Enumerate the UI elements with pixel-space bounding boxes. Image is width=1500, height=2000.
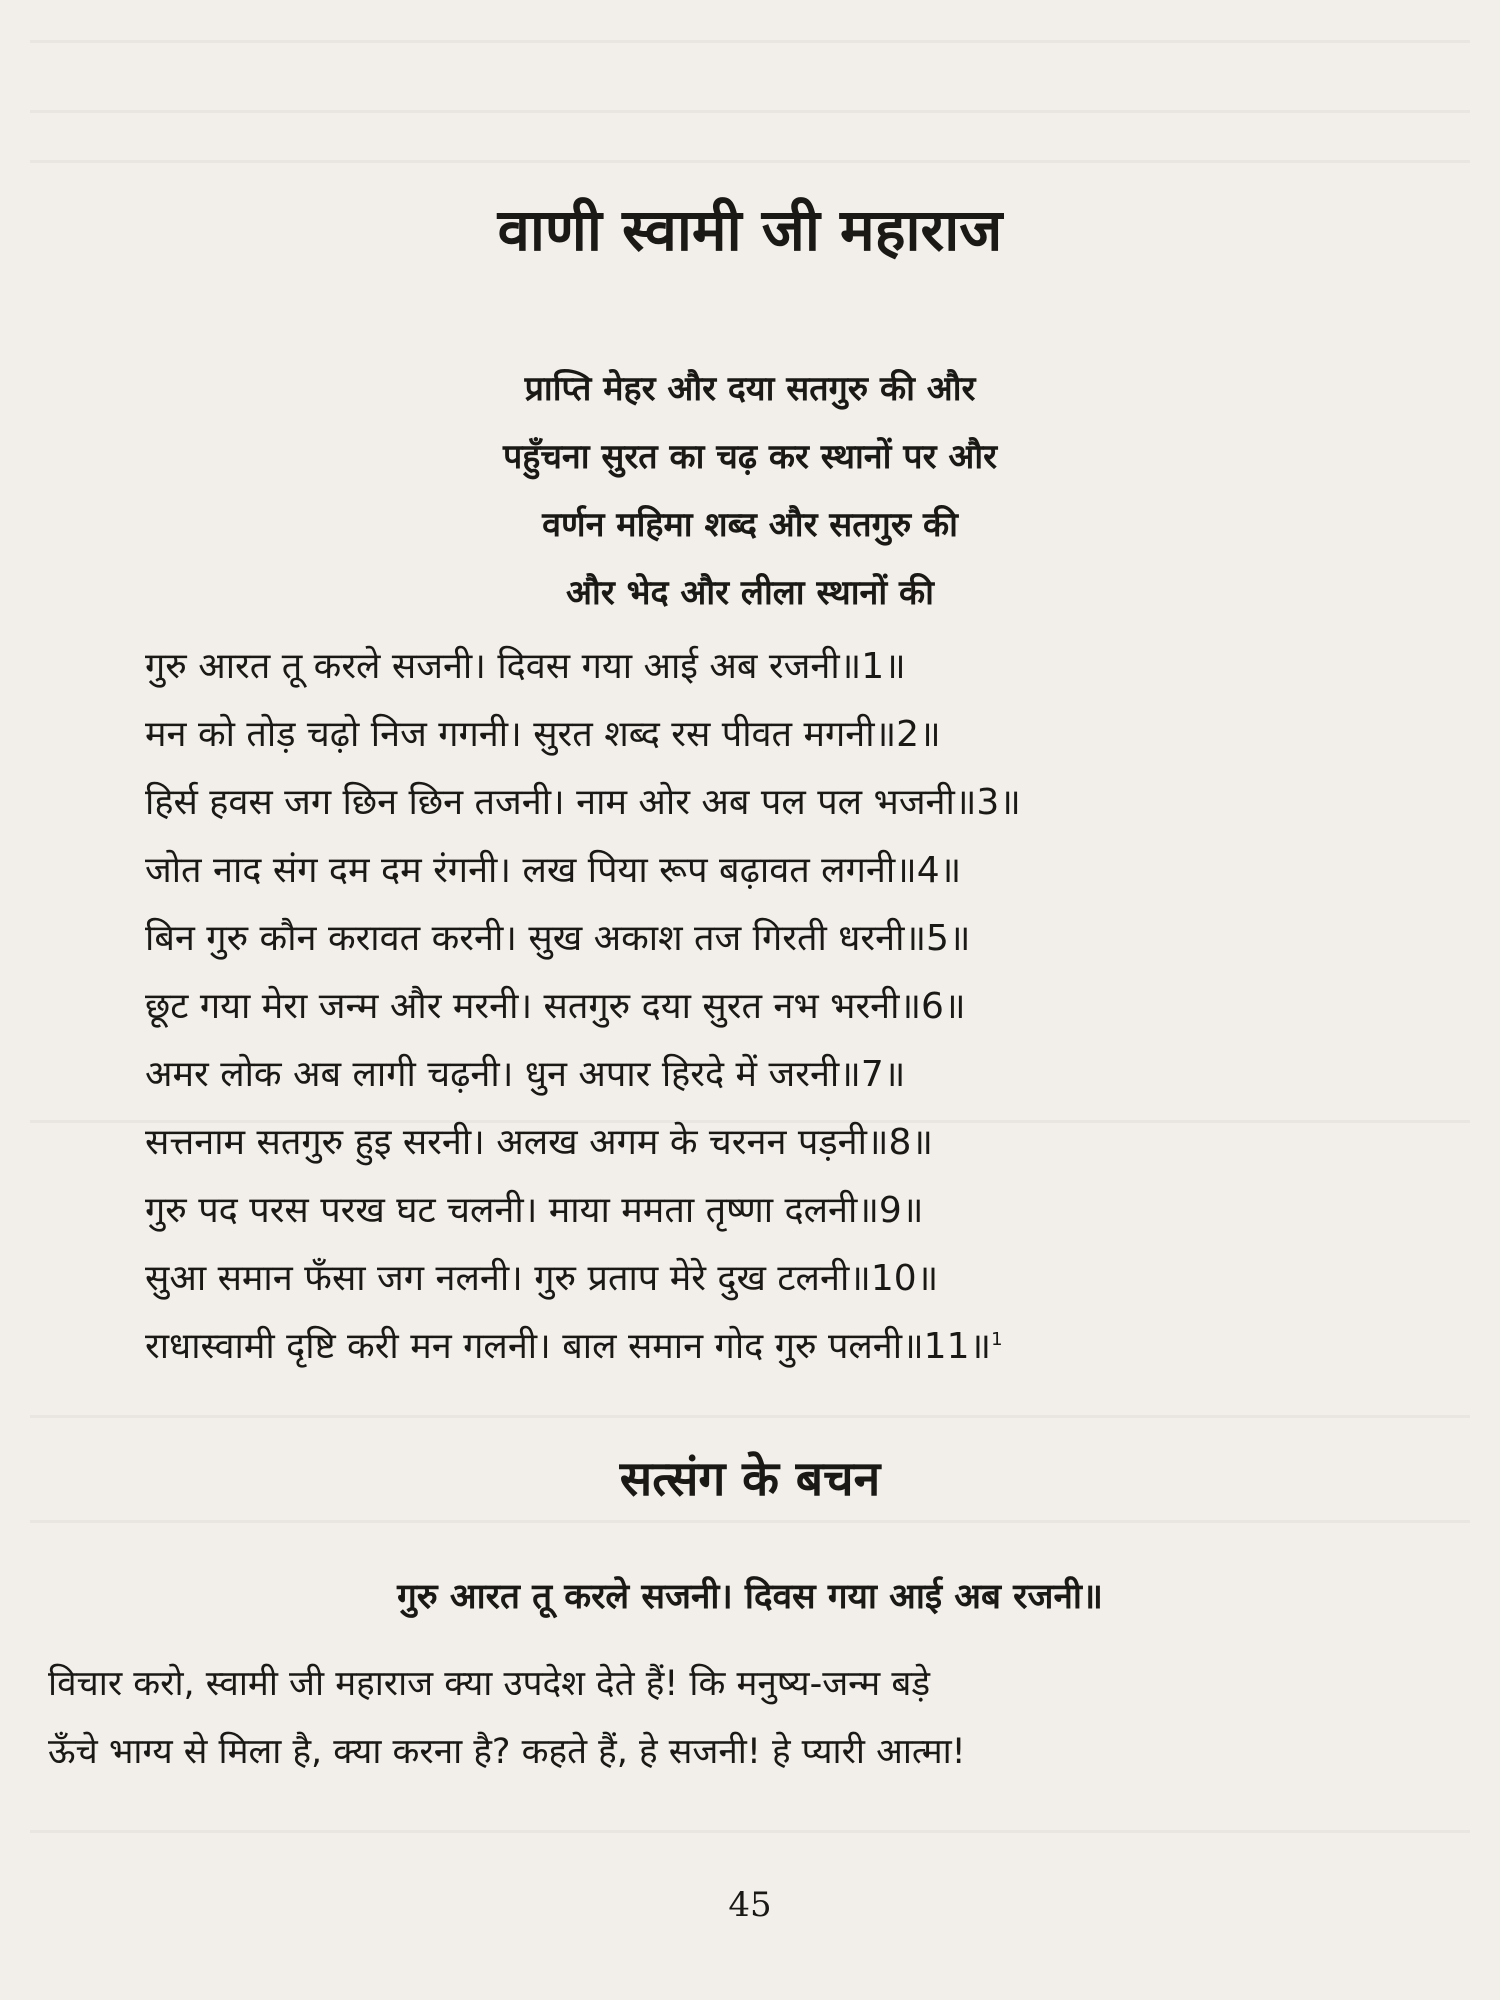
paragraph-line: विचार करो, स्वामी जी महाराज क्या उपदेश देते हैं! कि मनुष्य-जन्म बड़े [48, 1664, 931, 1704]
verse-line: अमर लोक अब लागी चढ़नी। धुन अपार हिरदे में जरनी॥7॥ [145, 1054, 906, 1095]
page-number: 45 [728, 1885, 772, 1925]
verse-line: बिन गुरु कौन करावत करनी। सुख अकाश तज गिरती धरनी॥5॥ [145, 918, 971, 959]
verse-line-last [145, 1313, 1325, 1381]
section-title: सत्संग के बचन [619, 1451, 881, 1507]
quoted-verse: गुरु आरत तू करले सजनी। दिवस गया आई अब रजनी॥ [397, 1577, 1103, 1617]
body-paragraph [48, 1650, 1448, 1786]
bleed-through-line [30, 110, 1470, 113]
verse-text: राधास्वामी दृष्टि करी मन गलनी। बाल समान गोद गुरु पलनी॥11॥ [145, 1326, 992, 1367]
subtitle-line: वर्णन महिमा शब्द और सतगुरु की [542, 505, 958, 545]
verse-line: छूट गया मेरा जन्म और मरनी। सतगुरु दया सुरत नभ भरनी॥6॥ [145, 986, 966, 1027]
bleed-through-line [30, 1520, 1470, 1523]
verse-line: सत्तनाम सतगुरु हुइ सरनी। अलख अगम के चरनन पड़नी॥8॥ [145, 1122, 933, 1163]
footnote-marker: 1 [991, 1329, 1003, 1350]
verse-list [145, 633, 1325, 1381]
verse-line: गुरु आरत तू करले सजनी। दिवस गया आई अब रजनी॥1॥ [145, 646, 906, 687]
subtitle-line: और भेद और लीला स्थानों की [566, 573, 934, 613]
bleed-through-line [30, 160, 1470, 163]
verse-line: हिर्स हवस जग छिन छिन तजनी। नाम ओर अब पल पल भजनी॥3॥ [145, 782, 1021, 823]
verse-line: मन को तोड़ चढ़ो निज गगनी। सुरत शब्द रस पीवत मगनी॥2॥ [145, 714, 941, 755]
bleed-through-line [30, 1830, 1470, 1833]
verse-line: गुरु पद परस परख घट चलनी। माया ममता तृष्णा दलनी॥9॥ [145, 1190, 924, 1231]
bleed-through-line [30, 1415, 1470, 1418]
paragraph-line: ऊँचे भाग्य से मिला है, क्या करना है? कहते हैं, हे सजनी! हे प्यारी आत्मा! [48, 1732, 966, 1772]
subtitle-line: प्राप्ति मेहर और दया सतगुरु की और [524, 369, 976, 409]
verse-line: जोत नाद संग दम दम रंगनी। लख पिया रूप बढ़ावत लगनी॥4॥ [145, 850, 962, 891]
subtitle-line: पहुँचना सुरत का चढ़ कर स्थानों पर और [502, 437, 998, 477]
verse-line: सुआ समान फँसा जग नलनी। गुरु प्रताप मेरे दुख टलनी॥10॥ [145, 1258, 939, 1299]
subtitle-block [0, 355, 1500, 627]
bleed-through-line [30, 40, 1470, 43]
page-title: वाणी स्वामी जी महाराज [497, 196, 1003, 264]
